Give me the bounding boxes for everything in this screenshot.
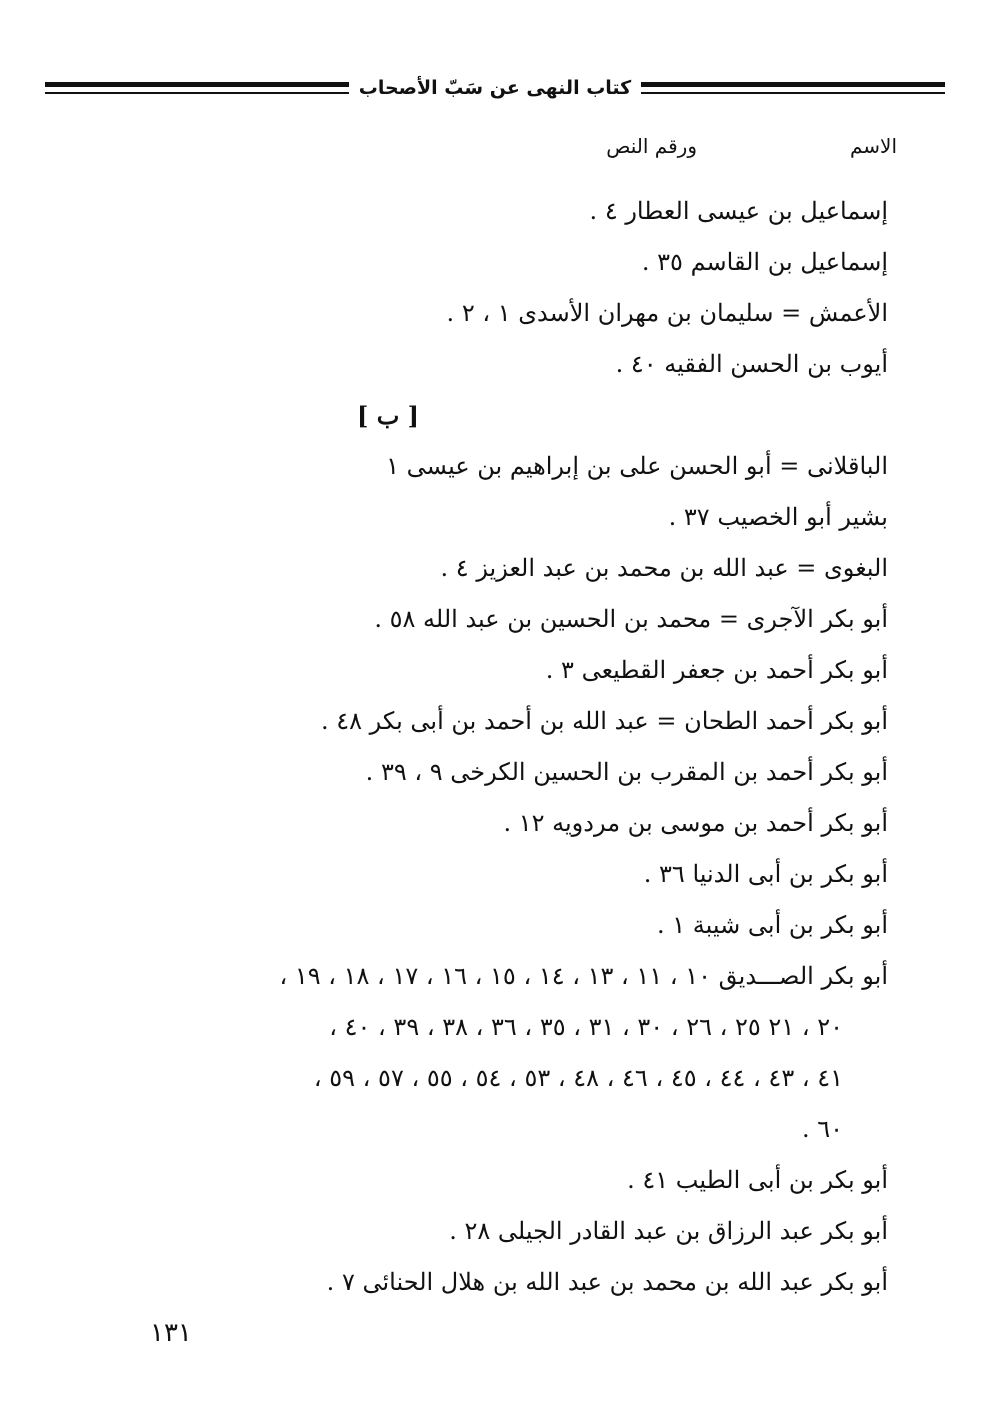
- header-rule-right: [641, 82, 945, 94]
- index-entry: أبو بكر عبد الله بن محمد بن عبد الله بن هلال الحنائى ٧ .: [326, 1268, 888, 1296]
- index-entry: البغوى = عبد الله بن محمد بن عبد العزيز ٤ .: [440, 554, 888, 582]
- index-entries: [128, 186, 888, 1308]
- index-entry: أبو بكر بن أبى شيبة ١ .: [657, 911, 888, 939]
- index-entry: أبو بكر بن أبى الطيب ٤١ .: [627, 1166, 888, 1194]
- index-entry: بشير أبو الخصيب ٣٧ .: [668, 503, 888, 531]
- column-heading-name: الاسم: [849, 134, 897, 158]
- column-headings: [477, 134, 897, 170]
- index-entry: أبو بكر أحمد بن موسى بن مردويه ١٢ .: [503, 809, 888, 837]
- index-entry: الباقلانى = أبو الحسن على بن إبراهيم بن عيسى ١: [386, 452, 888, 480]
- index-entry: أبو بكر عبد الرزاق بن عبد القادر الجيلى ٢٨ .: [449, 1217, 888, 1245]
- index-entry: أيوب بن الحسن الفقيه ٤٠ .: [615, 350, 888, 378]
- index-entry: إسماعيل بن عيسى العطار ٤ .: [589, 197, 888, 225]
- index-entry: أبو بكر أحمد بن المقرب بن الحسين الكرخى ٩ ، ٣٩ .: [365, 758, 888, 786]
- header-rule-left: [45, 82, 349, 94]
- index-entry: أبو بكر أحمد الطحان = عبد الله بن أحمد بن أبى بكر ٤٨ .: [320, 707, 888, 735]
- index-entry: الأعمش = سليمان بن مهران الأسدى ١ ، ٢ .: [446, 299, 888, 327]
- index-entry: أبو بكر الآجرى = محمد بن الحسين بن عبد الله ٥٨ .: [374, 605, 888, 633]
- header-title: كتاب النهى عن سَبّ الأصحاب: [358, 77, 632, 99]
- index-entry: إسماعيل بن القاسم ٣٥ .: [641, 248, 888, 276]
- index-entry-continuation: ٢٠ ، ٢١ ٢٥ ، ٢٦ ، ٣٠ ، ٣١ ، ٣٥ ، ٣٦ ، ٣٨ ، ٣٩ ، ٤٠ ،: [329, 1013, 843, 1041]
- page-number: ١٣١: [150, 1318, 192, 1348]
- section-letter-heading: [ ب ]: [356, 401, 419, 430]
- running-header: [45, 68, 945, 108]
- index-entry: أبو بكر أحمد بن جعفر القطيعى ٣ .: [545, 656, 888, 684]
- index-entry-continuation: ٤١ ، ٤٣ ، ٤٤ ، ٤٥ ، ٤٦ ، ٤٨ ، ٥٣ ، ٥٤ ، ٥٥ ، ٥٧ ، ٥٩ ،: [313, 1064, 843, 1092]
- index-entry: أبو بكر بن أبى الدنيا ٣٦ .: [643, 860, 888, 888]
- index-entry: أبو بكر الصـــديق ١٠ ، ١١ ، ١٣ ، ١٤ ، ١٥ ، ١٦ ، ١٧ ، ١٨ ، ١٩ ،: [279, 962, 888, 990]
- index-entry-continuation: ٦٠ .: [801, 1115, 843, 1143]
- column-heading-number: ورقم النص: [606, 134, 697, 158]
